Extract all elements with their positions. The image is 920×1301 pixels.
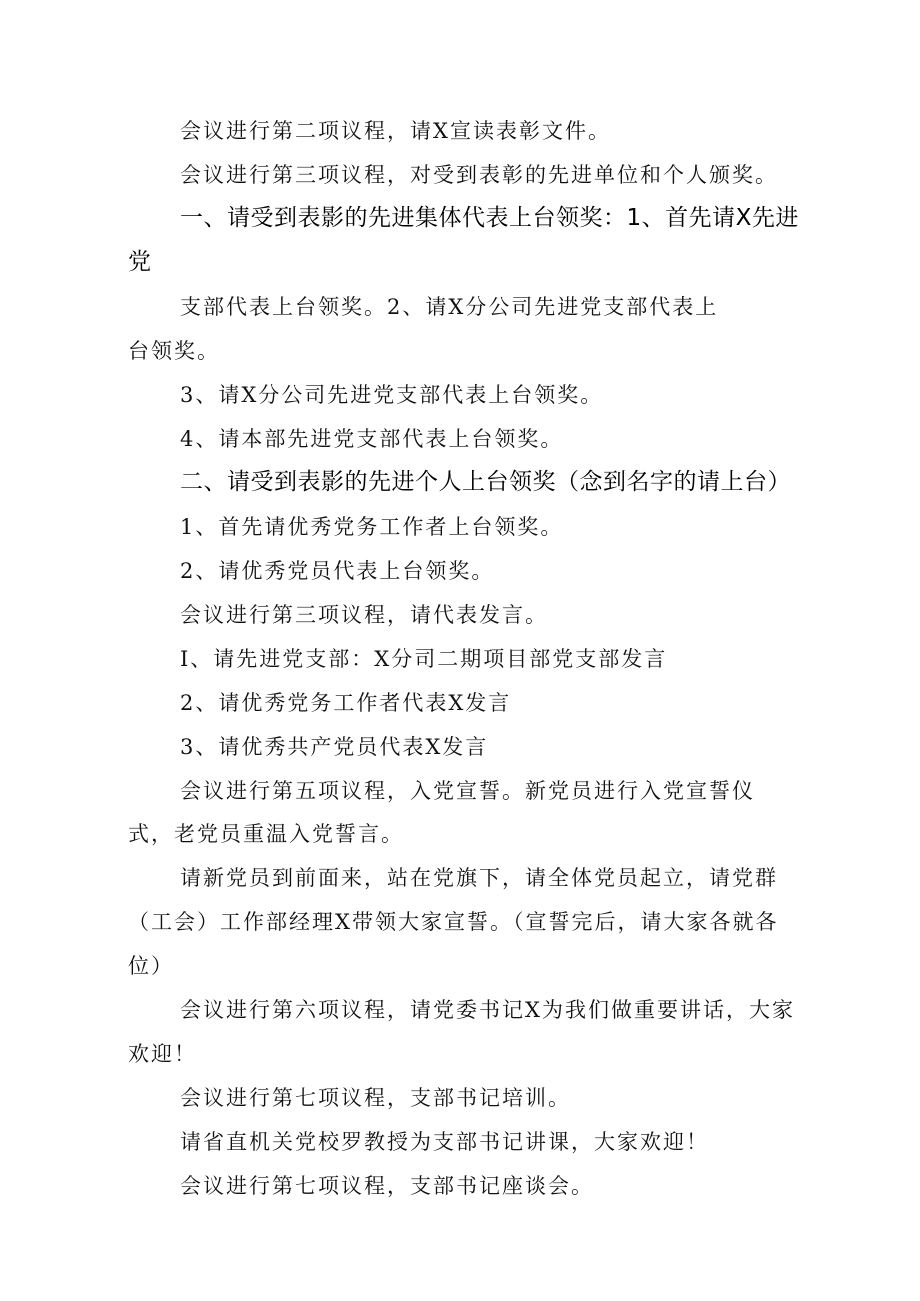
paragraph-speech-item-2: 2、请优秀党务工作者代表X发言: [180, 691, 512, 715]
paragraph-oath-instructions-wrap-1: （工会）工作部经理X带领大家宣誓。（宣誓完后，请大家各就各: [128, 910, 779, 934]
paragraph-oath-instructions: 请新党员到前面来，站在党旗下，请全体党员起立，请党群: [180, 866, 778, 890]
paragraph-agenda-7-training: 会议进行第七项议程，支部书记培训。: [180, 1086, 571, 1110]
paragraph-lecture: 请省直机关党校罗教授为支部书记讲课，大家欢迎！: [180, 1130, 709, 1154]
heading-individual-awards: 二、请受到表影的先进个人上台领奖（念到名字的请上台）: [180, 469, 791, 495]
paragraph-individual-item-1: 1、首先请优秀党务工作者上台领奖。: [180, 515, 564, 539]
paragraph-agenda-2: 会议进行第二项议程，请X宣读表彰文件。: [180, 119, 611, 143]
paragraph-individual-item-2: 2、请优秀党员代表上台领奖。: [180, 559, 495, 583]
paragraph-agenda-speeches: 会议进行第三项议程，请代表发言。: [180, 603, 548, 627]
paragraph-agenda-3: 会议进行第三项议程，对受到表彰的先进单位和个人颁奖。: [180, 163, 778, 187]
paragraph-agenda-5: 会议进行第五项议程，入党宣誓。新党员进行入党宣誓仪: [180, 779, 755, 803]
paragraph-oath-instructions-wrap-2: 位）: [128, 954, 174, 978]
paragraph-award-item-3: 3、请X分公司先进党支部代表上台领奖。: [180, 383, 604, 407]
paragraph-award-item-4: 4、请本部先进党支部代表上台领奖。: [180, 427, 564, 451]
paragraph-award-item-1-2: 支部代表上台领奖。2、请X分公司先进党支部代表上: [180, 295, 719, 319]
paragraph-speech-item-1: I、请先进党支部：X分司二期项目部党支部发言: [180, 647, 668, 671]
paragraph-agenda-5-wrap: 式，老党员重温入党誓言。: [128, 822, 404, 846]
heading-collective-awards-wrap: 党: [128, 249, 152, 275]
heading-collective-awards: 一、请受到表影的先进集体代表上台领奖：1、首先请X先进: [180, 205, 799, 231]
paragraph-award-item-2-wrap: 台领奖。: [128, 339, 220, 363]
paragraph-agenda-7-forum: 会议进行第七项议程，支部书记座谈会。: [180, 1174, 594, 1198]
paragraph-agenda-6-wrap: 欢迎！: [128, 1042, 197, 1066]
paragraph-speech-item-3: 3、请优秀共产党员代表X发言: [180, 735, 489, 759]
paragraph-agenda-6: 会议进行第六项议程，请党委书记X为我们做重要讲话，大家: [180, 998, 795, 1022]
